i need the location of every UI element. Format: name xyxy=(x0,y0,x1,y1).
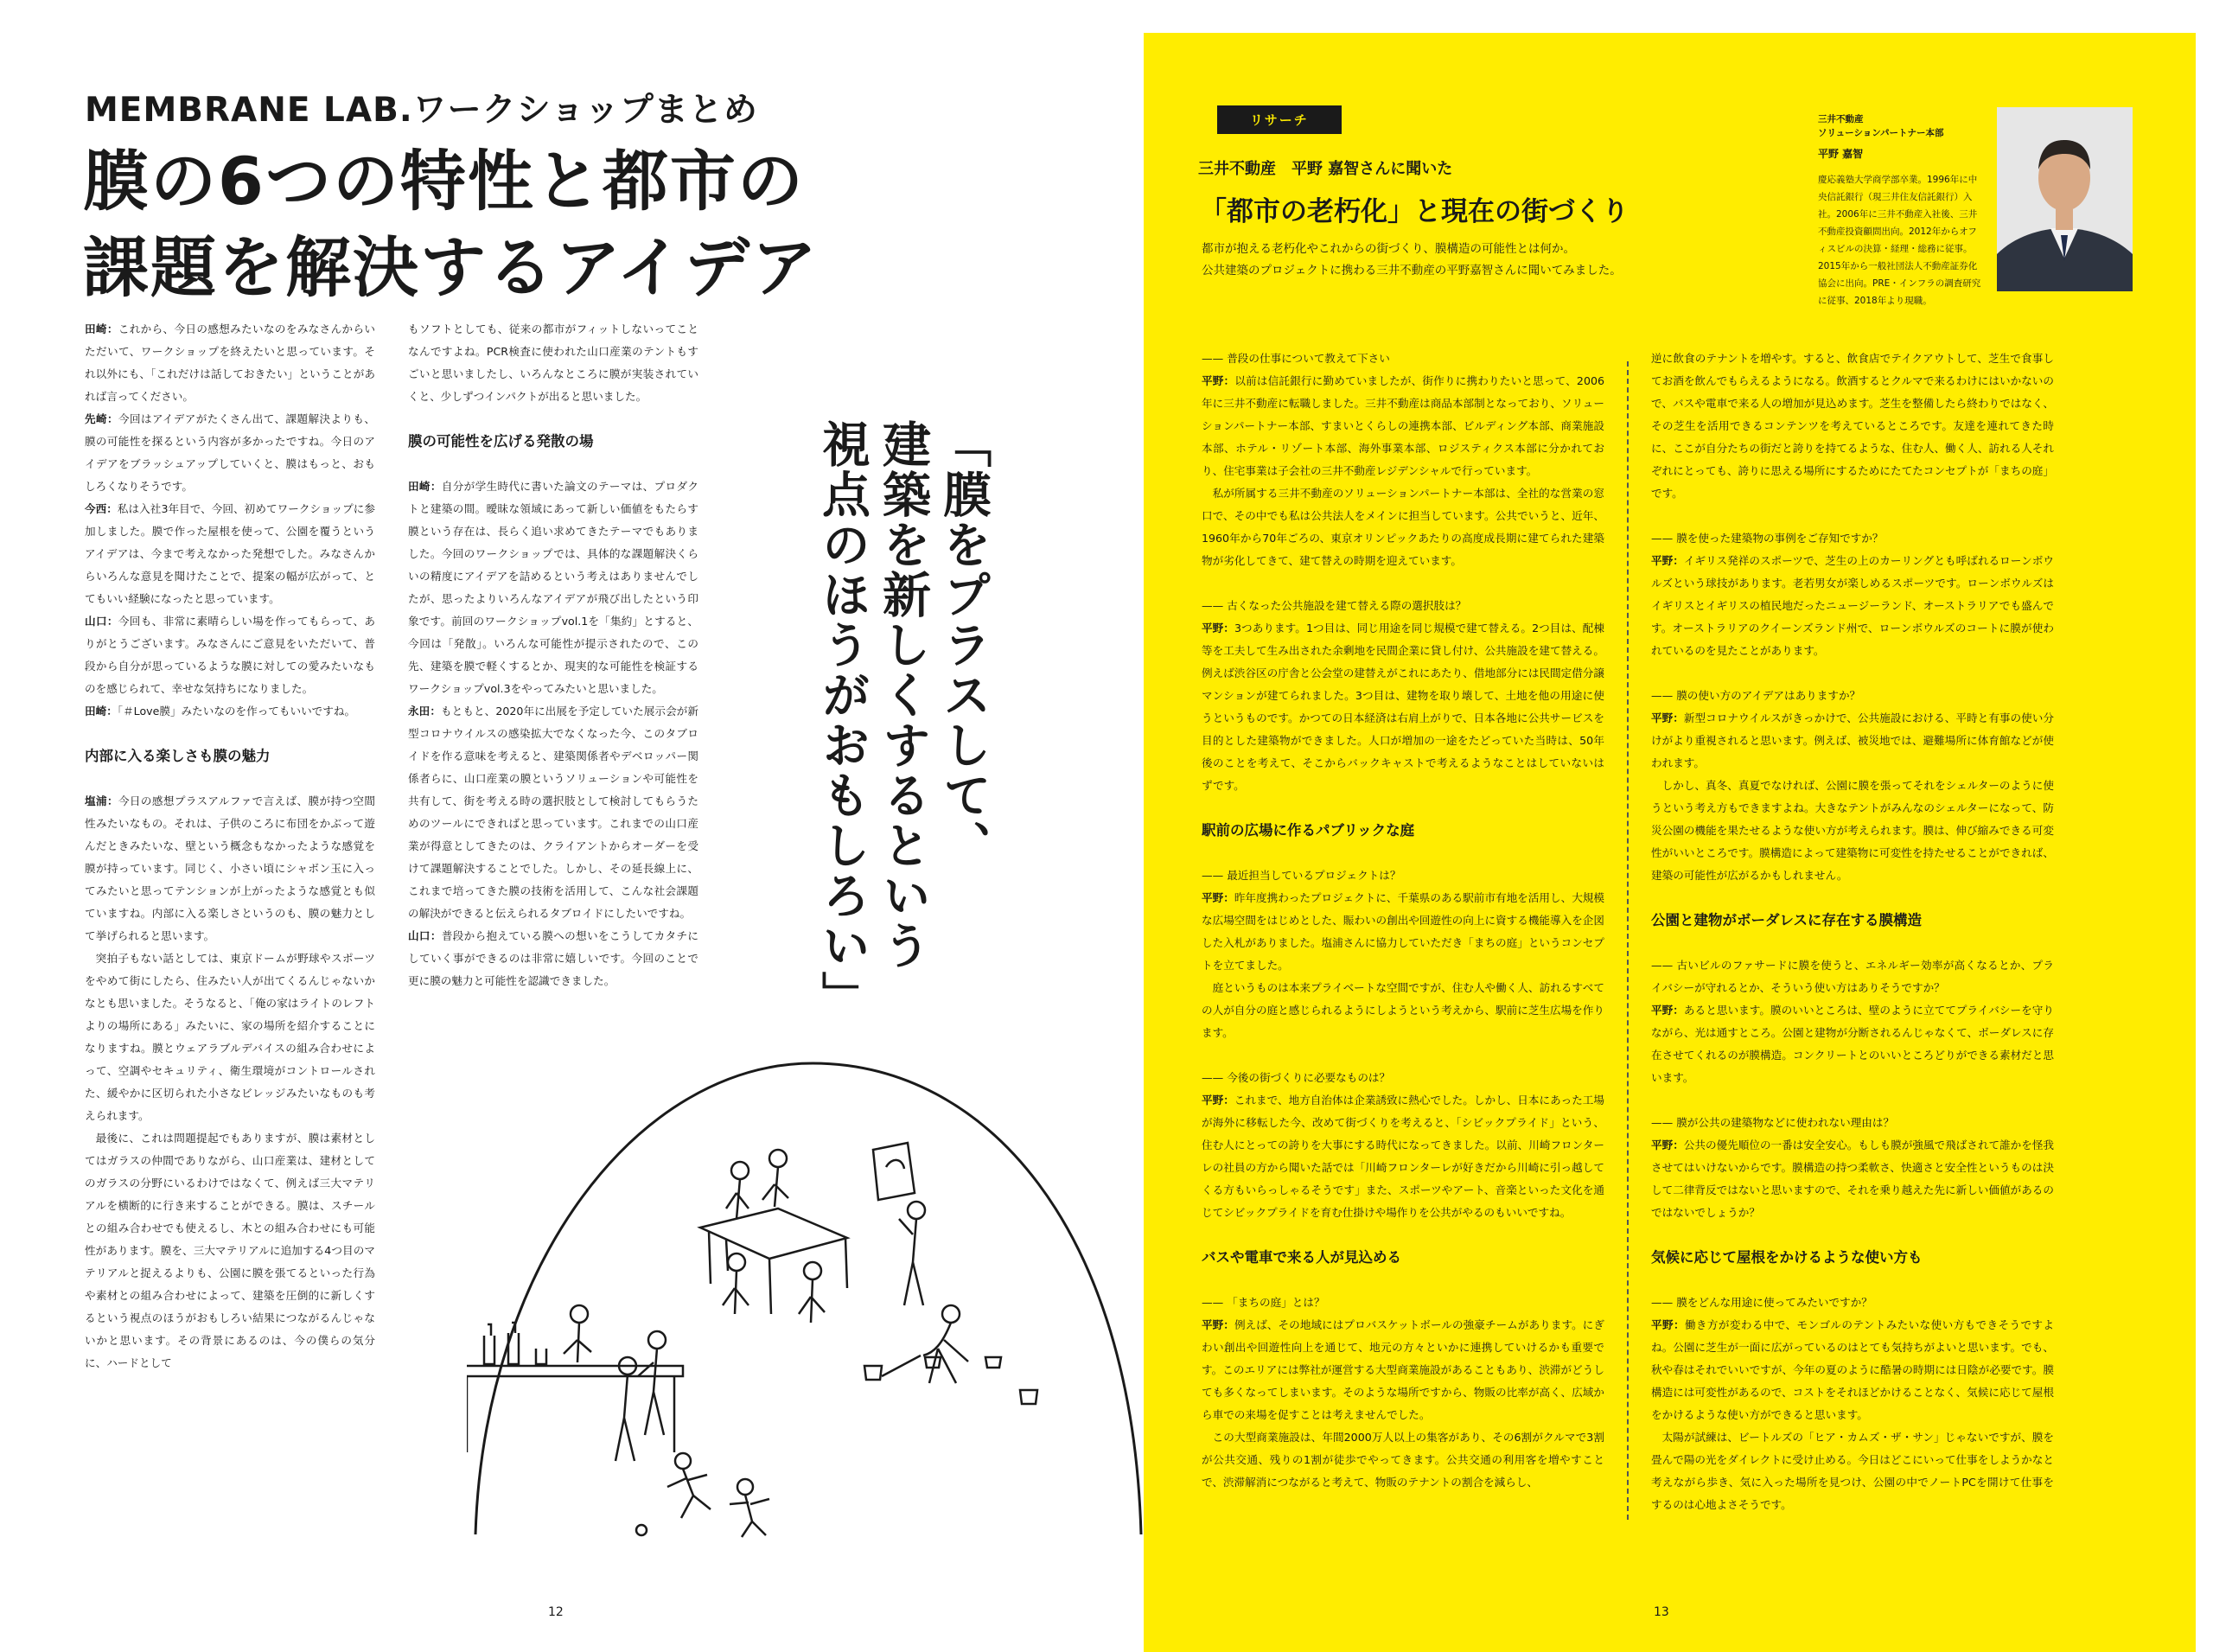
paragraph-text: しかし、真冬、真夏でなければ、公園に膜を張ってそれをシェルターのように使うという考え方もできますよね。大きなテントがみんなのシェルターになって、防災公園の機能を果たせるような使い方が考えられます。膜は、伸び縮みできる可変性がいいところです。膜構造によって建築物に可変性を持たせることができれば、建築の可能性が広がるかもしれません。 xyxy=(1651,779,2054,882)
interview-question xyxy=(1202,1067,1604,1089)
profile-org-1: 三井不動産 xyxy=(1818,114,1864,124)
speaker-name: 平野： xyxy=(1651,1318,1685,1331)
interview-question xyxy=(1651,685,2054,707)
research-tag: リサーチ xyxy=(1217,105,1342,134)
speaker-name: 平野： xyxy=(1651,1004,1684,1017)
interview-question xyxy=(1202,1292,1604,1314)
body-paragraph xyxy=(1202,1426,1604,1494)
series-title: MEMBRANE LAB.ワークショップまとめ xyxy=(85,91,758,130)
main-title-line-1: 膜の6つの特性と都市の xyxy=(83,143,805,220)
paragraph-text: —— 膜の使い方のアイデアはありますか？ xyxy=(1651,689,1861,702)
body-paragraph xyxy=(85,1127,375,1375)
body-paragraph xyxy=(1651,348,2054,505)
body-paragraph xyxy=(1202,1314,1604,1426)
paragraph-text: 自分が学生時代に書いた論文のテーマは、プロダクトと建築の間。曖昧な領域にあって新しい価値をもたらす膜という存在は、長らく追い求めてきたテーマでもありました。今回のワークショップでは、具体的な課題解決くらいの精度にアイデアを詰めるという考えはありませんでしたが、思ったよりいろんなアイデアが飛び出したという印象です。前回のワークショップvol.1を「集約」とすると、今回は「発散」。いろんな可能性が提示されたので、この先、建築を膜で軽くするとか、現実的な可能性を検証するワークショップvol.3をやってみたいと思いました。 xyxy=(408,480,699,695)
section-heading: 公園と建物がボーダレスに存在する膜構造 xyxy=(1651,912,1923,928)
paragraph-text: —— 膜が公共の建築物などに使われない理由は？ xyxy=(1651,1116,1895,1129)
profile-bio: 慶応義塾大学商学部卒業。1996年に中央信託銀行（現三井住友信託銀行）入社。2006年に三井不動産入社後、三井不動産投資顧問出向。2012年からオフィスビルの決算・経理・総務に従事。2015年から一般社団法人不動産証券化協会に出向。PRE・インフラの調査研究に従事、2018年より現職。 xyxy=(1818,175,1981,306)
speaker-name: 塩浦： xyxy=(85,794,118,807)
speaker-name: 田崎： xyxy=(85,705,118,718)
column-divider xyxy=(1627,361,1629,1520)
paragraph-text: —— 古くなった公共施設を建て替える際の選択肢は？ xyxy=(1202,599,1467,612)
paragraph-text: 3つあります。1つ目は、同じ用途を同じ規模で建て替える。2つ目は、配棟等を工夫して生み出された余剰地を民間企業に貸し付け、公共施設を建て替える。例えば渋谷区の庁舎と公会堂の建替えがこれにあたり、借地部分には民間定借分譲マンションが建てられました。3つ目は、建物を取り壊して、土地を他の用途に使うというものです。かつての日本経済は右肩上がりで、日本各地に公共サービスを目的とした建築物ができました。人口が増加の一途をたどっていた当時は、50年後のことを考えて、そこからバックキャストで考えるようなことはしていないはずです。 xyxy=(1202,622,1605,792)
bar-scene xyxy=(467,1305,683,1461)
paragraph-text: 昨年度携わったプロジェクトに、千葉県のある駅前市有地を活用し、大規模な広場空間をはじめとした、賑わいの創出や回遊性の向上に資する機能導入を企図した入札がありました。塩浦さんに協力していただき「まちの庭」というコンセプトを立てました。 xyxy=(1202,891,1605,972)
paragraph-text: 新型コロナウイルスがきっかけで、公共施設における、平時と有事の使い分けがより重視されると思います。例えば、被災地では、避難場所に体育館などが使われます。 xyxy=(1651,711,2054,769)
paragraph-text: —— 普段の仕事について教えて下さい xyxy=(1202,352,1390,365)
body-paragraph xyxy=(85,318,375,408)
section-heading: バスや電車で来る人が見込める xyxy=(1202,1249,1401,1266)
speaker-name: 先崎： xyxy=(85,412,118,425)
body-paragraph xyxy=(1651,1426,2054,1516)
paragraph-text: 普段から抱えている膜への想いをこうしてカタチにしていく事ができるのは非常に嬉しいです。今回のことで更に膜の魅力と可能性を認識できました。 xyxy=(408,929,699,987)
paragraph-text: 逆に飲食のテナントを増やす。すると、飲食店でテイクアウトして、芝生で食事してお酒を飲んでもらえるようになる。飲酒するとクルマで来るわけにはいかないので、バスや電車で来る人の増加が見込めます。芝生を整備したら終わりではなく、その芝生を活用できるコンテンツを考えているところです。友達を連れてきた時に、ここが自分たちの街だと誇りを持てるような、住む人、働く人、訪れる人それぞれにとっても、誇りに思える場所にするためにたてたコンセプトが「まちの庭」です。 xyxy=(1651,352,2054,500)
body-paragraph xyxy=(1202,977,1604,1044)
paragraph-text: もソフトとしても、従来の都市がフィットしないってことなんですよね。PCR検査に使われた山口産業のテントもすごいと思いましたし、いろんなところに膜が実装されていくと、少しずつインパクトが出ると思いました。 xyxy=(408,322,698,403)
body-paragraph xyxy=(1651,999,2054,1089)
speaker-name: 平野： xyxy=(1202,374,1235,387)
paragraph-text: これから、今日の感想みたいなのをみなさんからいただいて、ワークショップを終えたいと思っています。それ以外にも、「これだけは話しておきたい」ということがあれば言ってください。 xyxy=(85,322,376,403)
paragraph-text: 突拍子もない話としては、東京ドームが野球やスポーツをやめて街にしたら、住みたい人が出てくるんじゃないかなとも思いました。そうなると、「俺の家はライトのレフトよりの場所にある」みたいに、家の場所を紹介することになりますね。膜とウェアラブルデバイスの組み合わせによって、空調やセキュリティ、衛生環境がコントロールされた、緩やかに区切られた小さなビレッジみたいなものも考えられます。 xyxy=(85,952,375,1122)
portrait-photo xyxy=(1997,107,2133,291)
speaker-name: 田崎： xyxy=(408,480,442,493)
body-paragraph xyxy=(1202,482,1604,572)
paragraph-text: 働き方が変わる中で、モンゴルのテントみたいな使い方もできそうですよね。公園に芝生が一面に広がっているのはとても気持ちがよいと思います。でも、秋や春はそれでいいですが、今年の夏のように酷暑の時期には日陰が必要です。膜構造には可変性があるので、コストをそれほどかけることなく、気候に応じて屋根をかけるような使い方ができると思います。 xyxy=(1651,1318,2055,1421)
main-title-line-2: 課題を解決するアイデア xyxy=(83,229,820,306)
body-paragraph xyxy=(408,318,698,408)
paragraph-text: 「＃Love膜」みたいなのを作ってもいいですね。 xyxy=(117,705,356,718)
gardening-scene xyxy=(864,1305,1037,1404)
speaker-name: 山口： xyxy=(408,929,442,942)
spacer xyxy=(1651,662,2054,685)
headline: 「都市の老朽化」と現在の街づくり xyxy=(1200,196,1629,227)
profile-box xyxy=(1818,112,1982,309)
speaker-name: 平野： xyxy=(1651,711,1684,724)
spacer xyxy=(1651,1089,2054,1112)
paragraph-text: 今回も、非常に素晴らしい場を作ってもらって、ありがとうございます。みなさんにご意見をいただいて、普段から自分が思っているような膜に対しての愛みたいなものを感じられて、幸せな気持ちになりました。 xyxy=(85,615,376,695)
section-heading: 内部に入る楽しさも膜の魅力 xyxy=(85,748,271,764)
body-paragraph xyxy=(1651,1134,2054,1224)
right-column-1 xyxy=(1202,348,1604,1494)
speaker-name: 平野： xyxy=(1651,554,1684,567)
pull-quote-line-1: 「膜をプラスして、 xyxy=(935,419,992,871)
playing-children xyxy=(636,1453,769,1537)
body-paragraph xyxy=(85,790,375,947)
lead-line-2: 公共建築のプロジェクトに携わる三井不動産の平野嘉智さんに聞いてみました。 xyxy=(1202,264,1622,277)
speaker-name: 平野： xyxy=(1202,1318,1234,1331)
body-paragraph xyxy=(1202,617,1604,797)
paragraph-text: 私は入社3年目で、今回、初めてワークショップに参加しました。膜で作った屋根を使って、公園を覆うというアイデアは、今まで考えなかった発想でした。みなさんからいろんな意見を聞けたことで、提案の幅が広がって、とてもいい経験になったと思っています。 xyxy=(85,502,375,605)
interview-question xyxy=(1651,527,2054,550)
body-paragraph xyxy=(1651,550,2054,662)
spacer xyxy=(1202,572,1604,595)
paragraph-text: 庭というものは本来プライベートな空間ですが、住む人や働く人、訪れるすべての人が自分の庭と感じられるようにしようという考えから、駅前に芝生広場を作ります。 xyxy=(1202,981,1604,1039)
body-paragraph xyxy=(85,498,375,610)
paragraph-text: もともと、2020年に出展を予定していた展示会が新型コロナウイルスの感染拡大でなくなった今、このタブロイドを作る意味を考えると、建築関係者やデベロッパー関係者らに、山口産業の膜というソリューションや可能性を共有して、街を考える時の選択肢として検討してもらうためのツールにできればと思っています。これまでの山口産業が得意としてきたのは、クライアントからオーダーを受けて課題解決することでした。しかし、その延長線上に、これまで培ってきた膜の技術を活用して、こんな社会課題の解決ができると伝えられるタブロイドにしたいですね。 xyxy=(408,705,698,920)
paragraph-text: 私が所属する三井不動産のソリューションパートナー本部は、全社的な営業の窓口で、その中でも私は公共法人をメインに担当しています。公共でいうと、近年、1960年から70年ごろの、東京オリンピックあたりの高度成長期に建てられた建築物が劣化してきて、建て替えの時期を迎えています。 xyxy=(1202,487,1604,567)
paragraph-text: —— 膜をどんな用途に使ってみたいですか？ xyxy=(1651,1296,1872,1309)
profile-org-2: ソリューションパートナー本部 xyxy=(1818,128,1944,138)
body-paragraph xyxy=(85,610,375,700)
dome-illustration xyxy=(467,1055,1150,1539)
paragraph-text: 太陽が試練は、ビートルズの「ヒア・カムズ・ザ・サン」じゃないですが、膜を畳んで陽の光をダイレクトに受け止める。今日はどこにいって仕事をしようかなと考えながら歩き、気に入った場所を見つけ、公園の中でノートPCを開けて仕事をするのは心地よさそうです。 xyxy=(1651,1431,2054,1511)
body-paragraph xyxy=(1651,775,2054,887)
body-paragraph xyxy=(1202,1089,1604,1224)
page-number-right: 13 xyxy=(1654,1605,1669,1619)
speaker-name: 平野： xyxy=(1202,1094,1234,1107)
paragraph-text: —— 古いビルのファサードに膜を使うと、エネルギー効率が高くなるとか、プライバシーが守れるとか、そういう使い方はありそうですか？ xyxy=(1651,959,2054,994)
interview-question xyxy=(1202,595,1604,617)
body-paragraph xyxy=(1651,707,2054,775)
paragraph-text: 今日の感想プラスアルファで言えば、膜が持つ空間性みたいなもの。それは、子供のころに布団をかぶって遊んだときみたいな、壁という概念もなかったような感覚を膜が持っています。同じく、小さい頃にシャボン玉に入ってみたいと思ってテンションが上がったような感覚とも似ていますね。内部に入る楽しさというのも、膜の魅力として挙げられると思います。 xyxy=(85,794,376,942)
paragraph-text: 以前は信託銀行に勤めていましたが、街作りに携わりたいと思って、2006年に三井不動産に転職しました。三井不動産は商品本部制となっており、ソリューションパートナー本部、すまいとくらしの連携本部、ビルディング本部、商業施設本部、ホテル・リゾート本部、海外事業本部、ロジスティクス本部に分かれており、住宅事業は子会社の三井不動産レジデンシャルで行っています。 xyxy=(1202,374,1604,477)
interview-question xyxy=(1202,348,1604,370)
speaker-name: 平野： xyxy=(1202,891,1234,904)
paragraph-text: この大型商業施設は、年間2000万人以上の集客があり、その6割がクルマで3割が公共交通、残りの1割が徒歩でやってきます。公共交通の利用客を増やすことで、渋滞解消につながると考えて、物販のテナントの割合を減らし、 xyxy=(1202,1431,1604,1489)
people-at-table xyxy=(700,1143,925,1323)
speaker-name: 田崎： xyxy=(85,322,118,335)
paragraph-text: あると思います。膜のいいところは、壁のように立ててプライバシーを守りながら、光は通すところ。公園と建物が分断されるんじゃなくて、ボーダレスに存在させてくれるのが膜構造。コンクリートとのいいところどりができる素材だと思います。 xyxy=(1651,1004,2054,1084)
body-paragraph xyxy=(408,925,698,992)
paragraph-text: —— 「まちの庭」とは？ xyxy=(1202,1296,1325,1309)
body-paragraph xyxy=(408,700,698,925)
left-column-1 xyxy=(85,318,375,1375)
body-paragraph xyxy=(1202,887,1604,977)
paragraph-text: —— 最近担当しているプロジェクトは？ xyxy=(1202,869,1401,882)
paragraph-text: 例えば、その地域にはプロバスケットボールの強豪チームがあります。にぎわい創出や回遊性向上を通じて、地元の方々といかに連携していけるかも重要です。このエリアには弊社が運営する大型商業施設があることもあり、渋滞がどうしても多くなってしまいます。そのような場所ですから、物販の比率が高く、広域から車での来場を促すことは考えませんでした。 xyxy=(1202,1318,1604,1421)
main-title xyxy=(83,138,819,311)
body-paragraph xyxy=(408,475,698,700)
portrait-image xyxy=(1997,107,2133,291)
body-paragraph xyxy=(85,408,375,498)
pull-quote-line-2: 建築を新しくするという xyxy=(875,419,931,971)
section-heading: 膜の可能性を広げる発散の場 xyxy=(408,433,594,450)
profile-name: 平野 嘉智 xyxy=(1818,148,1864,160)
section-heading: 駅前の広場に作るパブリックな庭 xyxy=(1202,822,1415,839)
spacer xyxy=(1651,505,2054,527)
paragraph-text: これまで、地方自治体は企業誘致に熱心でした。しかし、日本にあった工場が海外に移転した今、改めて街づくりを考えると、「シビックプライド」という、住む人にとっての誇りを大事にする時代になってきました。以前、川崎フロンターレの社員の方から聞いた話では「川崎フロンターレが好きだから川崎に引っ越してくる方もいらっしゃるそうです」また、スポーツやアート、音楽といった文化を通じてシビックプライドを育む仕掛けや場作りを公共がやるのもいいですね。 xyxy=(1202,1094,1605,1219)
interview-question xyxy=(1651,1292,2054,1314)
speaker-name: 永田： xyxy=(408,705,441,718)
speaker-name: 平野： xyxy=(1651,1139,1684,1151)
lead-line-1: 都市が抱える老朽化やこれからの街づくり、膜構造の可能性とは何か。 xyxy=(1202,242,1575,256)
paragraph-text: イギリス発祥のスポーツで、芝生の上のカーリングとも呼ばれるローンボウルズという球技があります。老若男女が楽しめるスポーツです。ローンボウルズはイギリスとイギリスの植民地だったニュージーランド、オーストラリアでも盛んです。オーストラリアのクイーンズランド州で、ローンボウルズのコートに膜が使われているのを見たことがあります。 xyxy=(1651,554,2054,657)
pull-quote-line-3: 視点のほうがおもしろい」 xyxy=(814,419,871,1021)
body-paragraph xyxy=(1651,1314,2054,1426)
right-column-2 xyxy=(1651,348,2054,1516)
paragraph-text: —— 膜を使った建築物の事例をご存知ですか？ xyxy=(1651,532,1884,545)
body-paragraph xyxy=(85,947,375,1127)
paragraph-text: 最後に、これは問題提起でもありますが、膜は素材としてはガラスの仲間でありながら、山口産業は、建材としてのガラスの分野にいるわけではなくて、例えば三大マテリアルを横断的に行き来することができる。膜は、スチールとの組み合わせでも使えるし、木との組み合わせにも可能性があります。膜を、三大マテリアルに追加する4つ目のマテリアルと捉えるよりも、公園に膜を張てるといった行為や素材との組み合わせによって、建築を圧倒的に新しくするという視点のほうがおもしろい結果につながるんじゃないかと思います。その背景にあるのは、今の僕らの気分に、ハードとして xyxy=(85,1132,375,1369)
paragraph-text: 今回はアイデアがたくさん出て、課題解決よりも、膜の可能性を探るという内容が多かったですね。今日のアイデアをブラッシュアップしていくと、膜はもっと、おもしろくなりそうです。 xyxy=(85,412,375,493)
interview-question xyxy=(1651,1112,2054,1134)
interview-question xyxy=(1202,864,1604,887)
body-paragraph xyxy=(85,700,375,723)
paragraph-text: —— 今後の街づくりに必要なものは？ xyxy=(1202,1071,1391,1084)
speaker-name: 今西： xyxy=(85,502,118,515)
speaker-name: 平野： xyxy=(1202,622,1234,635)
section-heading: 気候に応じて屋根をかけるような使い方も xyxy=(1651,1249,1923,1266)
sub-headline: 三井不動産 平野 嘉智さんに聞いた xyxy=(1198,160,1453,178)
spacer xyxy=(1202,1044,1604,1067)
page-number-left: 12 xyxy=(548,1605,564,1619)
vertical-pull-quote xyxy=(812,419,993,1021)
interview-question xyxy=(1651,954,2054,999)
body-paragraph xyxy=(1202,370,1604,482)
paragraph-text: 公共の優先順位の一番は安全安心。もしも膜が強風で飛ばされて誰かを怪我させてはいけないからです。膜構造の持つ柔軟さ、快適さと安全性というものは決して二律背反ではないと思いますので、それを乗り越えた先に新しい価値があるのではないでしょうか？ xyxy=(1651,1139,2055,1219)
speaker-name: 山口： xyxy=(85,615,118,628)
left-column-2 xyxy=(408,318,698,992)
lead-text xyxy=(1202,239,1622,282)
